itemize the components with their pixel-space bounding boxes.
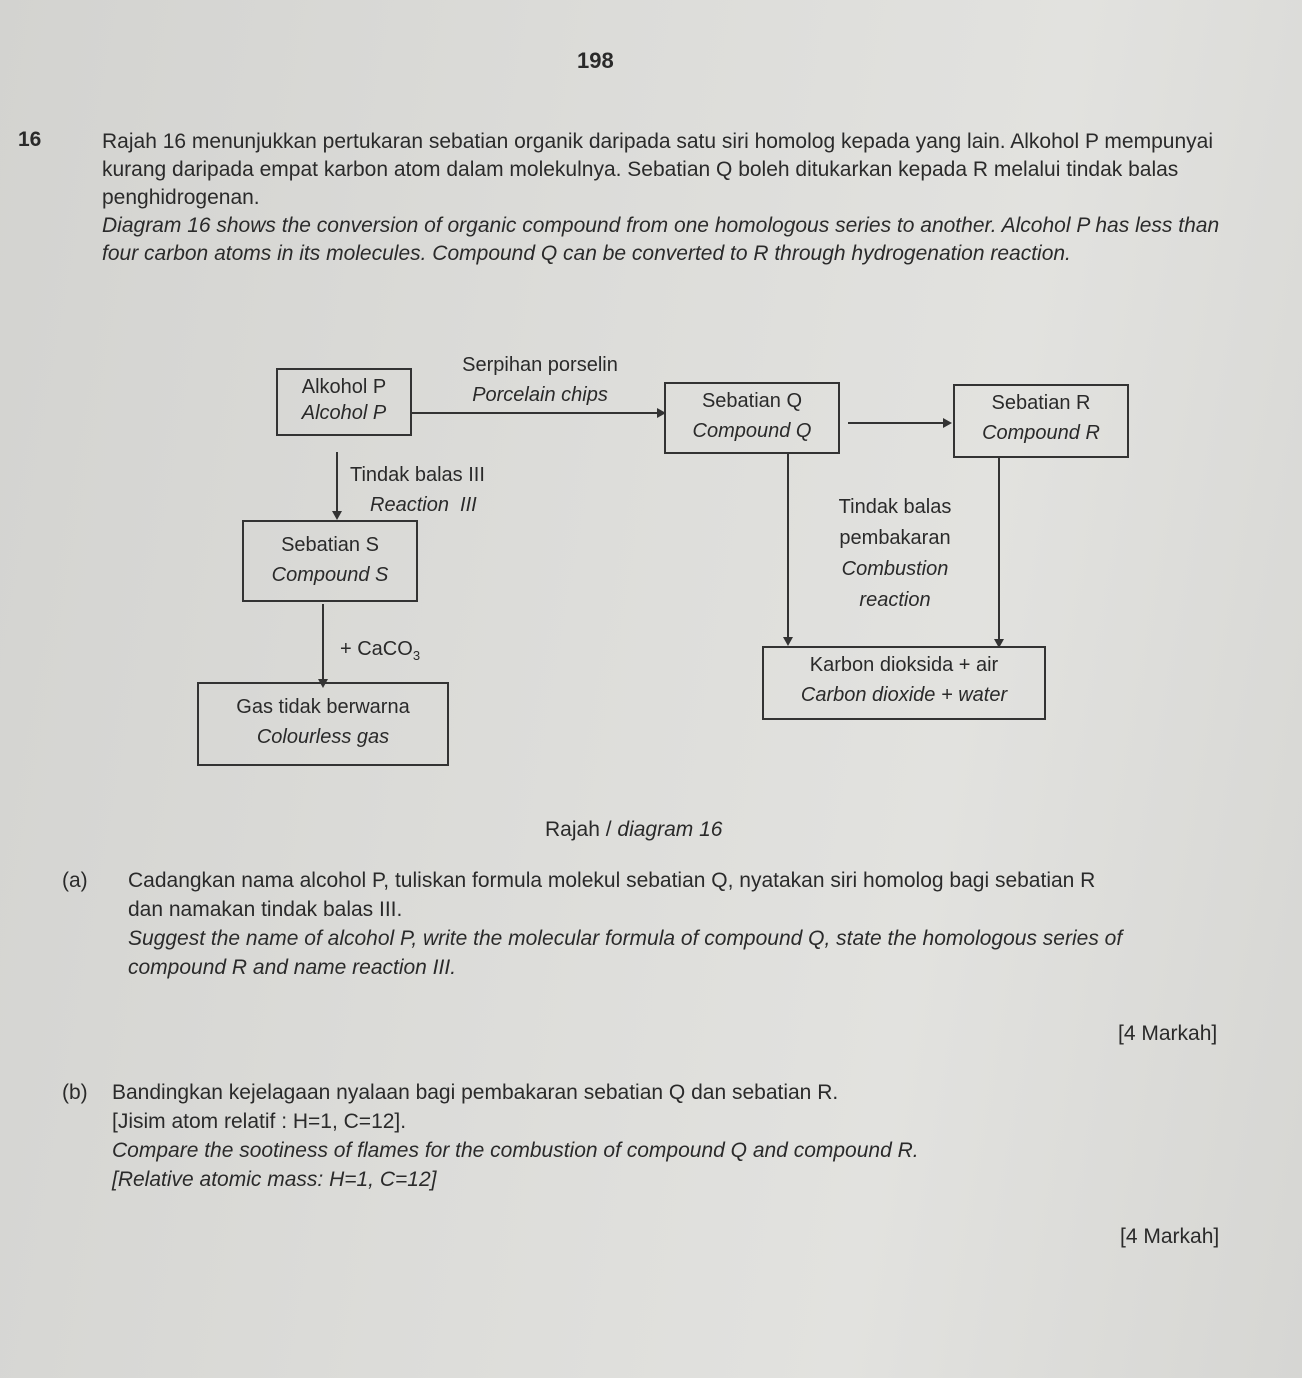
page-number: 198 (577, 48, 614, 73)
arrow-s-to-gas (322, 604, 324, 686)
caption-english: diagram 16 (617, 818, 723, 841)
part-b-marks: [4 Markah] (1120, 1225, 1220, 1248)
part-b-label: (b) (62, 1081, 88, 1104)
diagram-caption (545, 818, 722, 842)
part-a-malay: Cadangkan nama alcohol P, tuliskan formula molekul sebatian Q, nyatakan siri homolog bagi sebatian R dan namakan tindak balas III. (128, 869, 1096, 921)
gas-english: Colourless gas (256, 726, 390, 748)
compound-s-english: Compound S (271, 564, 389, 586)
box-compound-r (953, 384, 1129, 458)
caco3-subscript: 3 (412, 648, 421, 663)
compound-r-english: Compound R (982, 422, 1100, 444)
part-b-malay-mass: [Jisim atom relatif : H=1, C=12]. (112, 1110, 407, 1133)
porcelain-label-english: Porcelain chips (472, 384, 608, 406)
intro-english: Diagram 16 shows the conversion of organic compound from one homologous series to another. Alcohol P has less than four carbon atoms in its molecules. Compound Q can be converted to R through hydrogenation reaction. (102, 214, 1220, 265)
arrow-p-to-s (336, 452, 338, 518)
box-alcohol-p (276, 368, 412, 436)
caco3-label (340, 634, 420, 671)
porcelain-label-malay: Serpihan porselin (462, 354, 618, 376)
box-compound-q (664, 382, 840, 454)
part-b-malay: Bandingkan kejelagaan nyalaan bagi pembakaran sebatian Q dan sebatian R. (112, 1081, 839, 1104)
combustion-english-1: Combustion (841, 558, 949, 580)
co2-water-english: Carbon dioxide + water (800, 684, 1008, 706)
reaction3-english: Reaction III (370, 494, 477, 516)
combustion-english-2: reaction (859, 589, 931, 611)
alcohol-p-malay: Alkohol P (301, 376, 387, 398)
part-a-text (128, 866, 1128, 982)
arrow-r-to-co2 (998, 458, 1000, 646)
intro-malay: Rajah 16 menunjukkan pertukaran sebatian organik daripada satu siri homolog kepada yang lain. Alkohol P mempunyai kurang daripada empat karbon atom dalam molekulnya. Sebatian Q boleh ditukarkan kepada R melalui tindak balas penghidrogenan. (102, 130, 1213, 209)
part-a-english: Suggest the name of alcohol P, write the molecular formula of compound Q, state the homologous series of compound R and name reaction III. (128, 927, 1123, 979)
compound-q-english: Compound Q (692, 420, 812, 442)
compound-q-malay: Sebatian Q (701, 390, 803, 412)
arrow-q-to-r (848, 422, 950, 424)
question-number: 16 (18, 128, 42, 151)
part-b-english: Compare the sootiness of flames for the combustion of compound Q and compound R. (112, 1139, 919, 1162)
compound-s-malay: Sebatian S (281, 534, 379, 556)
arrow-p-to-q (412, 412, 664, 414)
combustion-malay-2: pembakaran (839, 527, 951, 549)
compound-r-malay: Sebatian R (991, 392, 1091, 414)
caption-malay: Rajah / (545, 818, 612, 841)
part-b-english-mass: [Relative atomic mass: H=1, C=12] (112, 1168, 437, 1191)
combustion-malay-1: Tindak balas (838, 496, 952, 518)
part-a-marks: [4 Markah] (1118, 1022, 1218, 1045)
co2-water-malay: Karbon dioksida + air (809, 654, 999, 676)
reaction3-malay: Tindak balas III (350, 464, 485, 486)
box-colourless-gas (197, 682, 449, 766)
part-b-text (112, 1078, 1232, 1194)
question-intro (102, 128, 1242, 268)
gas-malay: Gas tidak berwarna (236, 696, 410, 718)
box-compound-s (242, 520, 418, 602)
alcohol-p-english: Alcohol P (301, 402, 387, 424)
part-a-label: (a) (62, 869, 88, 892)
arrow-q-to-co2 (787, 454, 789, 644)
caco3-text: + CaCO (340, 638, 413, 660)
box-co2-water (762, 646, 1046, 720)
